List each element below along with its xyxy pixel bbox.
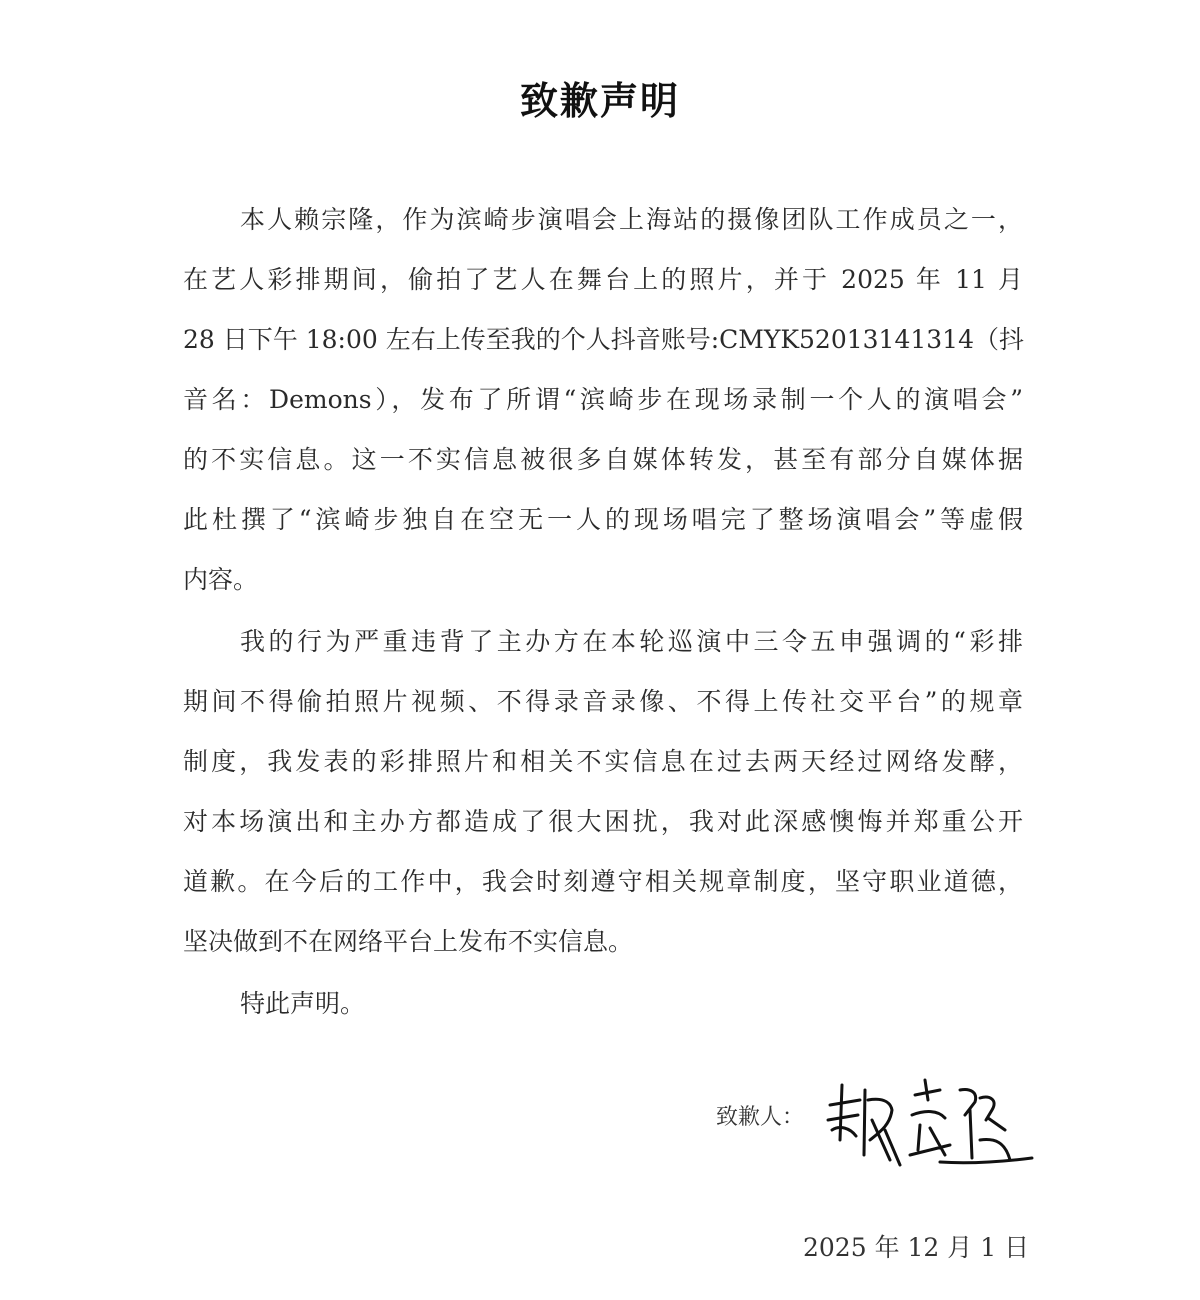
handwritten-signature: [820, 1070, 1040, 1180]
text-line: 对本场演出和主办方都造成了很大困扰，我对此深感懊悔并郑重公开: [183, 807, 1023, 836]
text-line: 我的行为严重违背了主办方在本轮巡演中三令五申强调的“彩排: [240, 627, 1023, 656]
text-line: 道歉。在今后的工作中，我会时刻遵守相关规章制度，坚守职业道德，: [183, 867, 1023, 896]
text-line: 此杜撰了“滨崎步独自在空无一人的现场唱完了整场演唱会”等虚假: [183, 505, 1023, 534]
text-line: 制度，我发表的彩排照片和相关不实信息在过去两天经过网络发酵，: [183, 747, 1023, 776]
text-line: 内容。: [183, 565, 259, 594]
text-line: 在艺人彩排期间，偷拍了艺人在舞台上的照片，并于 2025 年 11 月: [183, 265, 1023, 294]
text-line: 音名：Demons），发布了所谓“滨崎步在现场录制一个人的演唱会”: [183, 385, 1023, 414]
text-line: 期间不得偷拍照片视频、不得录音录像、不得上传社交平台”的规章: [183, 687, 1023, 716]
text-line: 本人赖宗隆，作为滨崎步演唱会上海站的摄像团队工作成员之一，: [240, 205, 1023, 234]
text-line: 28 日下午 18:00 左右上传至我的个人抖音账号:CMYK52013141314（抖: [183, 325, 1024, 354]
text-line: 坚决做到不在网络平台上发布不实信息。: [183, 927, 634, 956]
document-date: 2025 年 12 月 1 日: [803, 1233, 1030, 1262]
document-title: 致歉声明: [519, 79, 680, 123]
text-line: 的不实信息。这一不实信息被很多自媒体转发，甚至有部分自媒体据: [183, 445, 1023, 474]
signature-label: 致歉人：: [716, 1105, 805, 1130]
closing-line: 特此声明。: [240, 989, 366, 1018]
